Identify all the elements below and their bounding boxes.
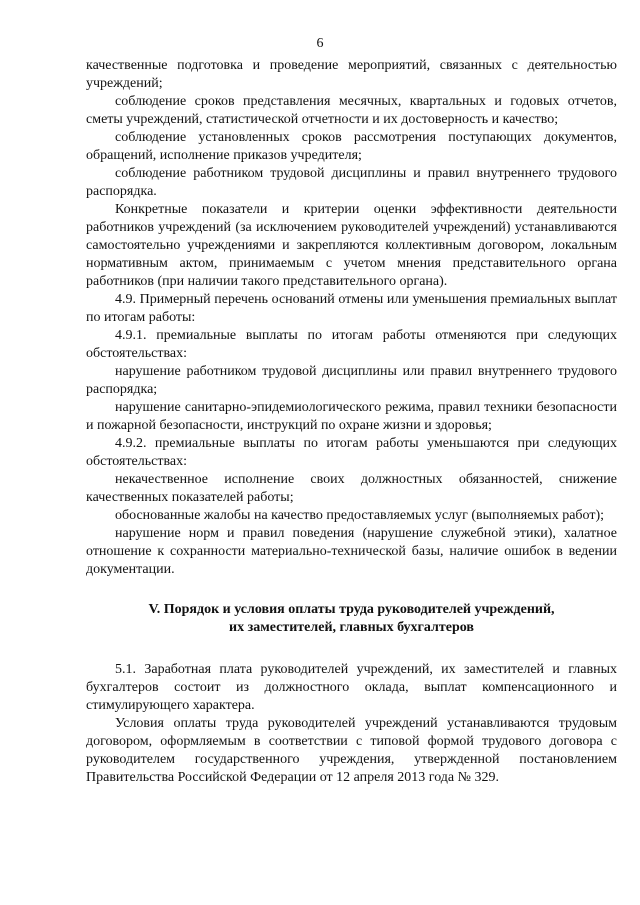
paragraph: качественные подготовка и проведение мероприятий, связанных с деятельностью учреждений;: [86, 58, 617, 91]
paragraph: 4.9. Примерный перечень оснований отмены или уменьшения премиальных выплат по итогам работы:: [86, 292, 617, 325]
paragraphs-after-heading: [86, 661, 617, 787]
paragraph: соблюдение установленных сроков рассмотрения поступающих документов, обращений, исполнение приказов учредителя;: [86, 130, 617, 163]
paragraph: обоснованные жалобы на качество предоставляемых услуг (выполняемых работ);: [115, 508, 605, 523]
paragraph: Условия оплаты труда руководителей учреждений устанавливаются трудовым договором, оформляемым в соответствии с типовой формой трудового договора с руководителем государственного учреждения, утвержденной постановлением Правительства Российской Федерации от 12 апреля 2013 года № 329.: [86, 716, 617, 785]
paragraph: нарушение норм и правил поведения (нарушение служебной этики), халатное отношение к сохранности материально-технической базы, наличие ошибок в ведении документации.: [86, 526, 617, 577]
paragraph: 5.1. Заработная плата руководителей учреждений, их заместителей и главных бухгалтеров состоит из должностного оклада, выплат компенсационного и стимулирующего характера.: [86, 662, 617, 713]
section-heading-line-1: V. Порядок и условия оплаты труда руководителей учреждений,: [148, 602, 555, 617]
paragraph: соблюдение сроков представления месячных, квартальных и годовых отчетов, сметы учреждений, статистической отчетности и их достоверность и качество;: [86, 94, 617, 127]
paragraph: нарушение санитарно-эпидемиологического режима, правил техники безопасности и пожарной безопасности, инструкций по охране жизни и здоровья;: [86, 400, 617, 433]
paragraphs-before-heading: [86, 57, 617, 579]
paragraph: 4.9.1. премиальные выплаты по итогам работы отменяются при следующих обстоятельствах:: [86, 328, 617, 361]
paragraph: нарушение работником трудовой дисциплины или правил внутреннего трудового распорядка;: [86, 364, 617, 397]
document-body: [86, 57, 617, 787]
section-heading-line-2: их заместителей, главных бухгалтеров: [229, 620, 474, 635]
section-heading: [86, 601, 617, 637]
paragraph: Конкретные показатели и критерии оценки эффективности деятельности работников учреждений (за исключением руководителей учреждений) устанавливаются самостоятельно учреждениями и закрепляются коллективным договором, локальным нормативным актом, принимаемым с учетом мнения представительного органа работников (при наличии такого представительного органа).: [86, 202, 617, 289]
paragraph: соблюдение работником трудовой дисциплины и правил внутреннего трудового распорядка.: [86, 166, 617, 199]
page-number: 6: [316, 36, 324, 51]
paragraph: 4.9.2. премиальные выплаты по итогам работы уменьшаются при следующих обстоятельствах:: [86, 436, 617, 469]
paragraph: некачественное исполнение своих должностных обязанностей, снижение качественных показателей работы;: [86, 472, 617, 505]
